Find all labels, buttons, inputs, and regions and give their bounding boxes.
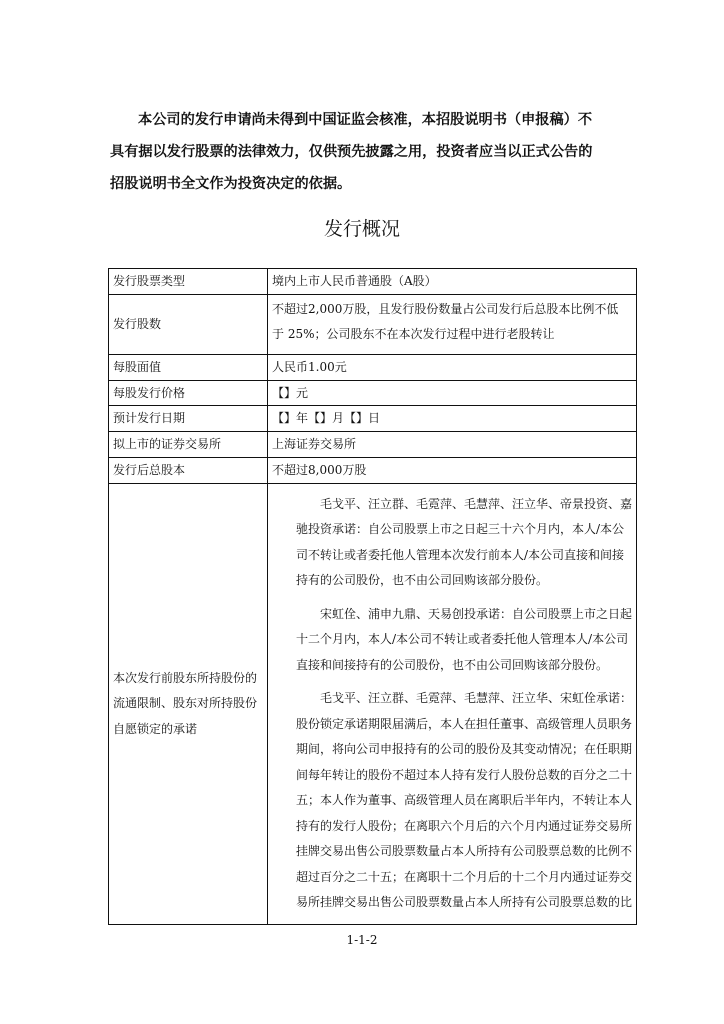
label-line: 流通限制、股东对所持股份 (113, 696, 258, 711)
row-label (109, 483, 268, 924)
notice-line: 本公司的发行申请尚未得到中国证监会核准，本招股说明书（申报稿）不 (138, 112, 593, 128)
value-line: 直接和间接持有的公司股份，也不由公司回购该部分股份。 (296, 657, 609, 672)
value-line: 宋虹佺、浦申九鼎、天易创投承诺：自公司股票上市之日起 (320, 606, 633, 621)
row-value: 【】元 (268, 380, 637, 406)
commitment-paragraph (272, 686, 632, 916)
value-line: 股份锁定承诺期限届满后，本人在担任董事、高级管理人员职务 (296, 716, 633, 731)
notice-line: 具有据以发行股票的法律效力，仅供预先披露之用，投资者应当以正式公告的 (110, 144, 593, 160)
table-row (109, 483, 637, 924)
label-line: 本次发行前股东所持股份的 (113, 670, 258, 685)
value-line: 司不转让或者委托他人管理本次发行前本人/本公司直接和间接 (296, 547, 625, 562)
value-line: 于 25%；公司股东不在本次发行过程中进行老股转让 (272, 327, 555, 342)
table-row (109, 294, 637, 354)
table-row (109, 406, 637, 432)
table-row (109, 354, 637, 380)
label-line: 自愿锁定的承诺 (113, 721, 198, 736)
row-value: 上海证券交易所 (268, 432, 637, 458)
notice-line: 招股说明书全文作为投资决定的依据。 (110, 176, 352, 192)
value-line: 持有的发行人股份；在离职六个月后的六个月内通过证券交易所 (296, 818, 633, 833)
value-line: 十二个月内，本人/本公司不转让或者委托他人管理本人/本公司 (296, 632, 629, 647)
row-label: 发行股票类型 (109, 269, 268, 295)
section-title: 发行概况 (323, 218, 400, 240)
value-line: 持有的公司股份，也不由公司回购该部分股份。 (296, 573, 549, 588)
table-row (109, 380, 637, 406)
table-row (109, 269, 637, 295)
table-row (109, 432, 637, 458)
page-number: 1-1-2 (346, 933, 378, 947)
row-label: 拟上市的证券交易所 (109, 432, 268, 458)
row-value (268, 483, 637, 924)
issuance-overview-table (108, 268, 637, 925)
value-line: 毛戈平、汪立群、毛霓萍、毛慧萍、汪立华、宋虹佺承诺： (320, 691, 633, 706)
row-value: 境内上市人民币普通股（A股） (268, 269, 637, 295)
row-value (268, 294, 637, 354)
value-line: 五；本人作为董事、高级管理人员在离职后半年内，不转让本人 (296, 793, 633, 808)
value-line: 不超过2,000万股，且发行股份数量占公司发行后总股本比例不低 (272, 301, 619, 316)
value-line: 间每年转让的股份不超过本人持有发行人股份总数的百分之二十 (296, 767, 633, 782)
value-line: 超过百分之二十五；在离职十二个月后的十二个月内通过证券交 (296, 869, 633, 884)
row-value: 不超过8,000万股 (268, 457, 637, 483)
commitment-paragraph (272, 602, 632, 679)
row-value: 人民币1.00元 (268, 354, 637, 380)
row-value: 【】年【】月【】日 (268, 406, 637, 432)
row-label: 预计发行日期 (109, 406, 268, 432)
value-line: 挂牌交易出售公司股票数量占本人所持有公司股票总数的比例不 (296, 844, 633, 859)
row-label: 每股面值 (109, 354, 268, 380)
row-label: 发行股数 (109, 294, 268, 354)
value-line: 期间，将向公司申报持有的公司的股份及其变动情况；在任职期 (296, 742, 633, 757)
row-label: 每股发行价格 (109, 380, 268, 406)
disclaimer-notice (110, 104, 616, 200)
row-label: 发行后总股本 (109, 457, 268, 483)
table-row (109, 457, 637, 483)
value-line: 驰投资承诺：自公司股票上市之日起三十六个月内，本人/本公 (296, 522, 625, 537)
commitment-paragraph (272, 492, 632, 594)
value-line: 易所挂牌交易出售公司股票数量占本人所持有公司股票总数的比 (296, 895, 633, 910)
value-line: 毛戈平、汪立群、毛霓萍、毛慧萍、汪立华、帝景投资、嘉 (320, 496, 633, 511)
